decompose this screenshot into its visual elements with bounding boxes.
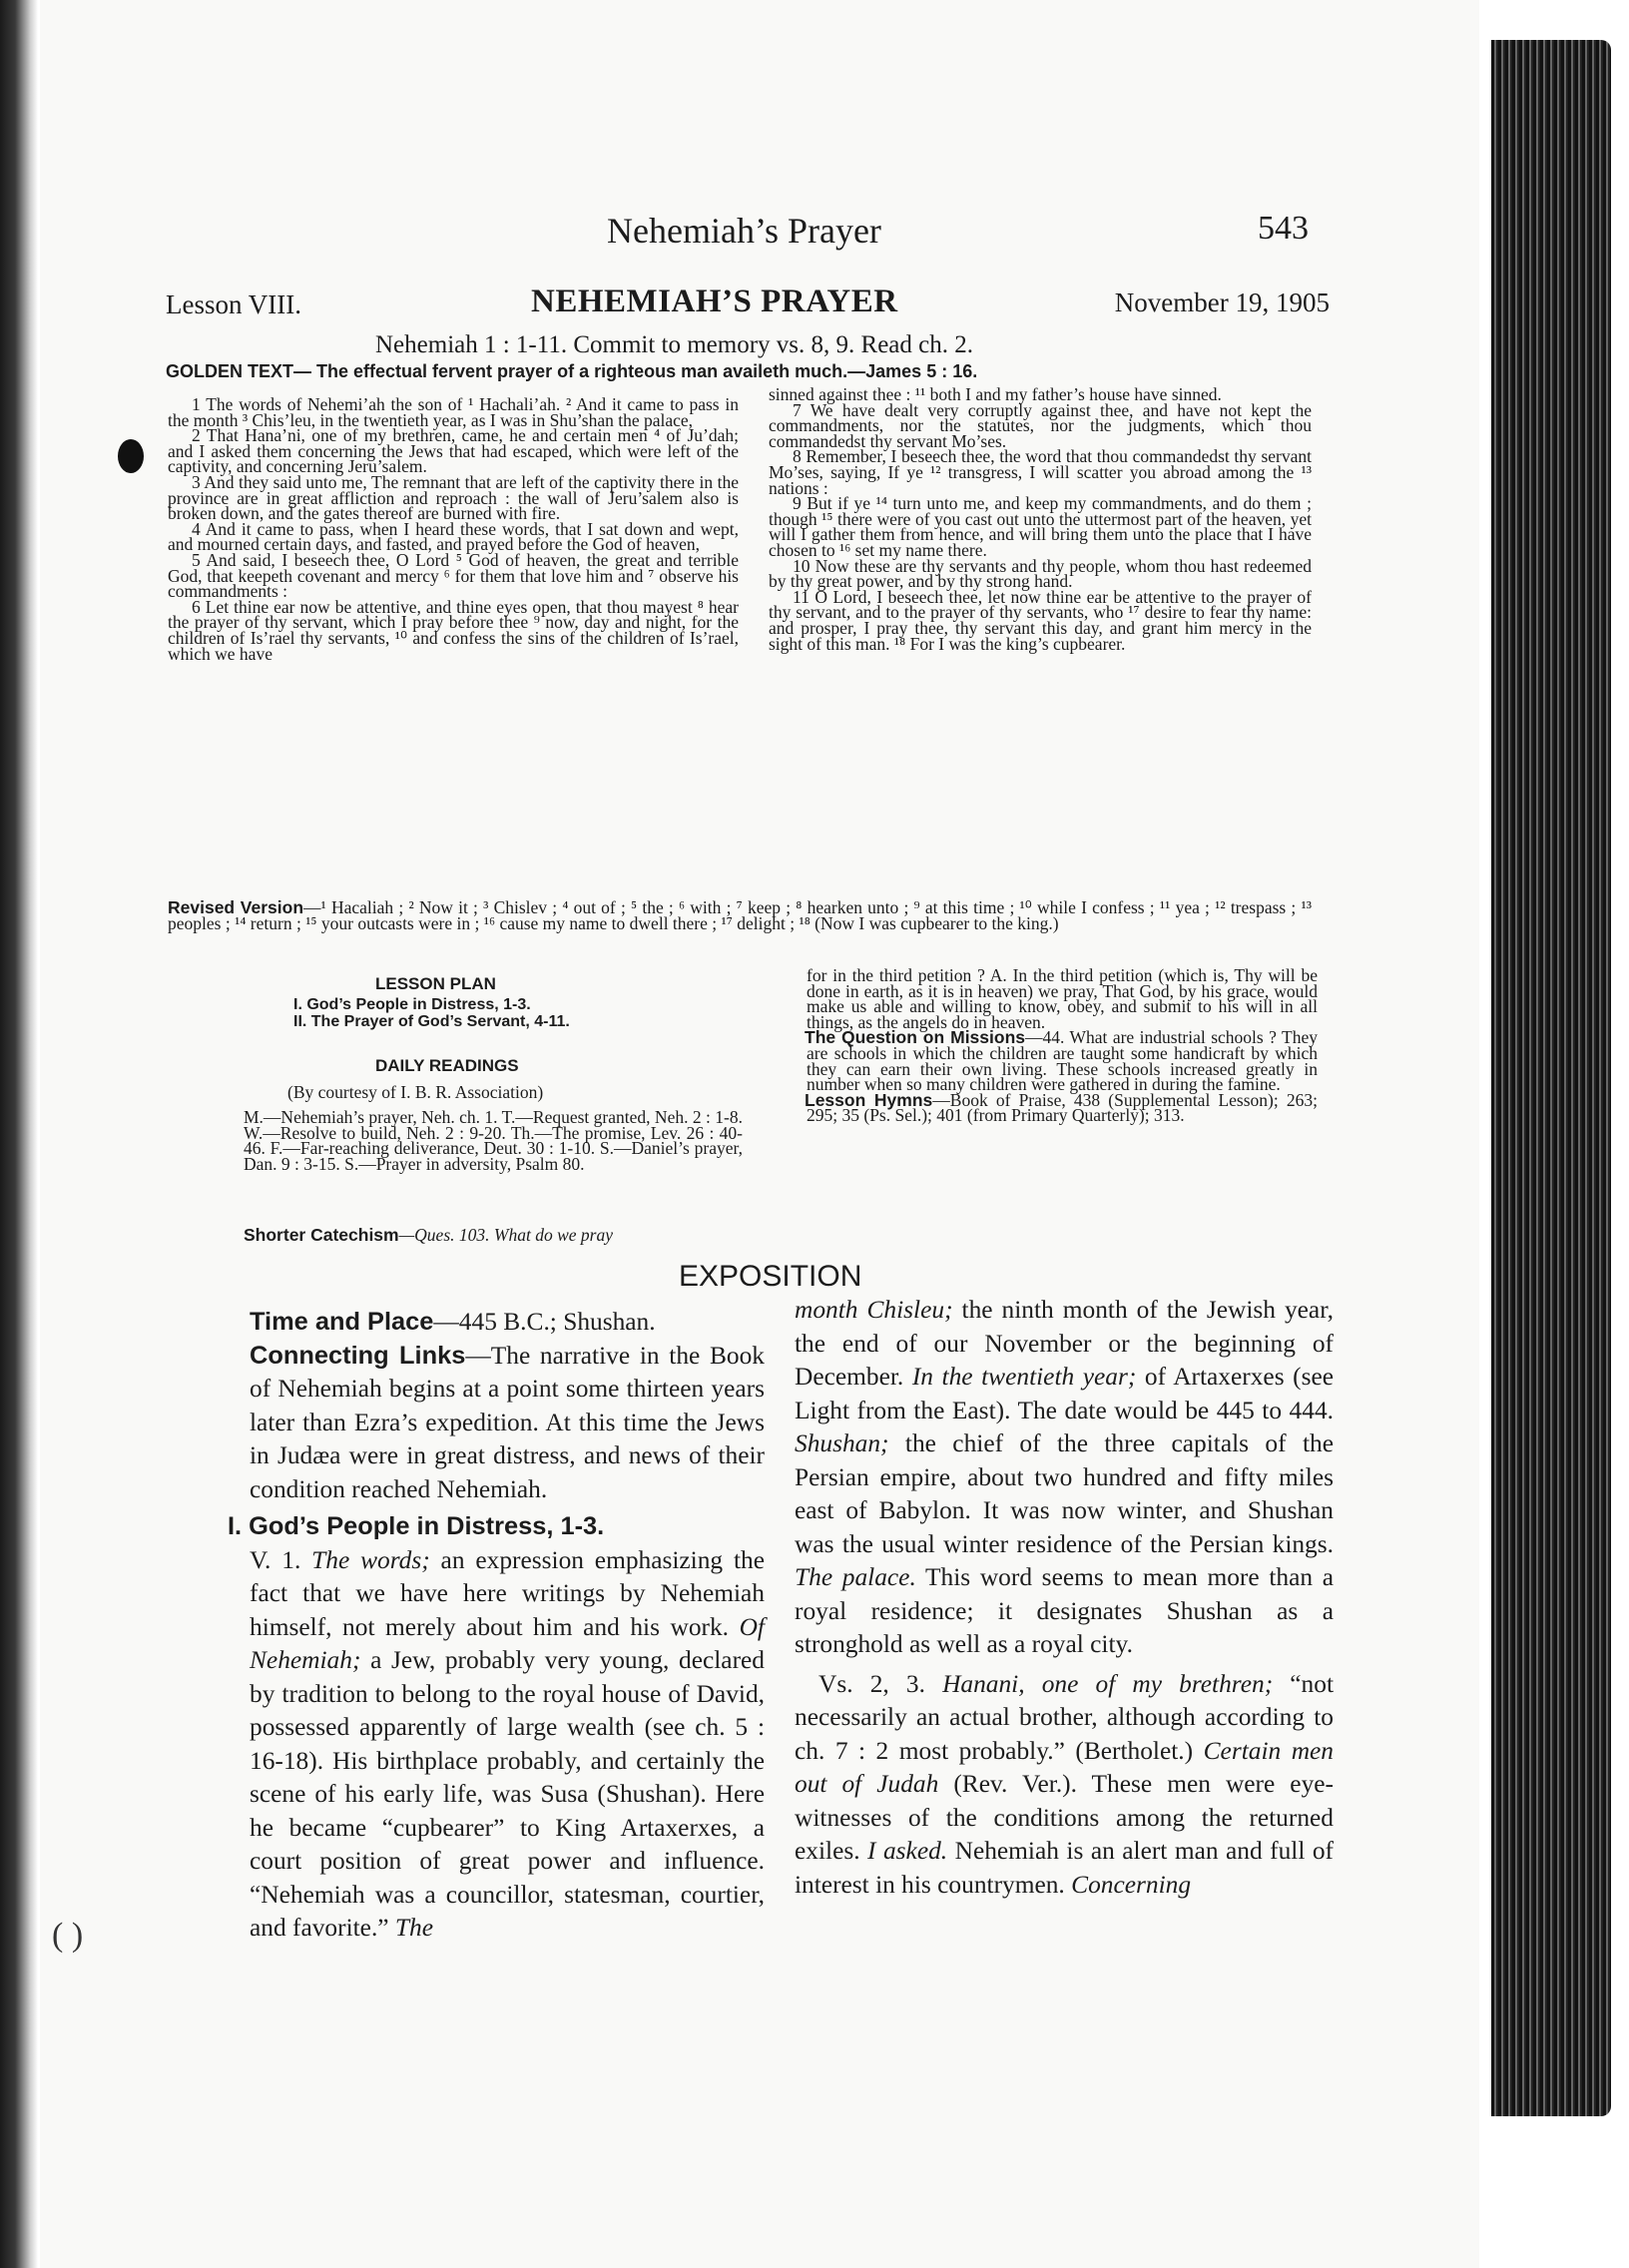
revised-version: [168, 897, 1312, 933]
shorter-catechism-text: —Ques. 103. What do we pray: [398, 1225, 613, 1245]
verse-paragraph: 4 And it came to pass, when I heard these words, that I sat down and wept, and mourned certain days, and fasted, and prayed before the God of heaven,: [168, 518, 739, 555]
verse-paragraph: 5 And said, I beseech thee, O Lord ⁵ God of heaven, the great and terrible God, that keepeth covenant and mercy ⁶ for them that love him and ⁷ observe his commandments :: [168, 549, 739, 602]
exp-text: Nehemiah is an alert man and full of interest in his countrymen.: [795, 1837, 1334, 1899]
exp-text: of Artaxerxes (see Light from the East). The date would be 445 to 444.: [795, 1363, 1335, 1424]
time-place-label: Time and Place: [250, 1308, 434, 1336]
verse-paragraph: 11 O Lord, I beseech thee, let now thine ear be attentive to the prayer of thy servant, and to the prayer of thy servants, who ¹⁷ desire to fear thy name: and prosper, I pray thee, thy servant this day, and grant him mercy in the sight of this man. ¹⁸ For I was the king’s cupbearer.: [769, 586, 1312, 654]
hymns-text: —Book of Praise, 438 (Supplemental Lesson); 263; 295; 35 (Ps. Sel.); 401 (from Primary Quarterly); 313.: [807, 1089, 1318, 1126]
lesson-date: November 19, 1905: [1114, 287, 1330, 317]
v1-text: a Jew, probably very young, declared by tradition to belong to the royal house of David, possessed apparently of large wealth (see ch. 5 : 16-18). His birthplace probably, and certainly the scene of his early life, was Susa (Shushan). Here he became “cupbearer” to King Artaxerxes, a court position of great power and influence. “Nehemiah was a councillor, statesman, courtier, and favorite.”: [250, 1646, 765, 1942]
section-heading: I. God’s People in Distress, 1-3.: [228, 1512, 605, 1540]
verse-paragraph: 1 The words of Nehemi’ah the son of ¹ Hachali’ah. ² And it came to pass in the month ³ Chis’leu, in the twentieth year, as I was in Shu’shan the palace,: [168, 394, 739, 430]
exposition-heading: EXPOSITION: [679, 1260, 862, 1293]
lesson-plan-list: [293, 996, 570, 1030]
v1-italic: Of Nehemiah;: [250, 1612, 765, 1674]
scripture-right-column: [769, 384, 1312, 654]
page-edges: [1479, 0, 1629, 2268]
punch-hole-mark: ( ): [52, 1917, 84, 1954]
verse-paragraph: 2 That Hana’ni, one of my brethren, came, he and certain men ⁴ of Ju’dah; and I asked them concerning the Jews that had escaped, which were left of the captivity, and concerning Jeru’salem.: [168, 425, 739, 477]
v1-italic: The: [394, 1914, 434, 1942]
daily-readings-text: M.—Nehemiah’s prayer, Neh. ch. 1. T.—Request granted, Neh. 2 : 1-8. W.—Resolve to build, Neh. 2 : 9-20. Th.—The promise, Lev. 26 : 40-46. F.—Far-reaching deliverance, Deut. 30 : 1-10. S.—Daniel’s prayer, Dan. 9 : 3-15. S.—Prayer in adversity, Psalm 80.: [244, 1107, 743, 1174]
exp-italic: Certain men out of Judah: [795, 1736, 1334, 1798]
v1-lead: V. 1.: [250, 1545, 312, 1574]
shorter-catechism-label: Shorter Catechism: [244, 1225, 399, 1245]
lesson-header: [166, 284, 1330, 331]
verses-2-3-commentary: [795, 1668, 1334, 1903]
connecting-links-label: Connecting Links: [250, 1341, 466, 1370]
punch-hole: [118, 439, 144, 473]
exp-italic: I asked.: [867, 1837, 948, 1865]
scripture-reference: Nehemiah 1 : 1-11. Commit to memory vs. 8, 9. Read ch. 2.: [375, 331, 973, 358]
running-head: [40, 210, 1479, 270]
page-number: 543: [1258, 210, 1309, 247]
exp-italic: Concerning: [1071, 1870, 1192, 1899]
exp-italic: Shushan;: [795, 1429, 889, 1457]
missions-question: [805, 1027, 1318, 1095]
hymns-label: Lesson Hymns: [805, 1089, 933, 1110]
daily-readings-subheading: (By courtesy of I. B. R. Association): [287, 1082, 544, 1102]
daily-readings-heading: DAILY READINGS: [375, 1056, 519, 1075]
verse-1-commentary: [250, 1544, 765, 1946]
exp-text: the ninth month of the Jewish year, the end of our November or the beginning of December.: [795, 1296, 1334, 1391]
lesson-plan-item: I. God’s People in Distress, 1-3.: [293, 996, 531, 1013]
exp-text: the chief of the three capitals of the Persian empire, about two hundred and fifty miles east of Babylon. It was now winter, and Shushan was the usual winter residence of the Persian kings.: [795, 1429, 1334, 1558]
lesson-hymns: [805, 1089, 1318, 1126]
exp-italic: month Chisleu;: [795, 1296, 953, 1324]
exp-text: (Rev. Ver.). These men were eye-witnesses of the conditions among the returned exiles.: [795, 1770, 1334, 1865]
book-binding: [0, 0, 38, 2268]
verse-paragraph: 8 Remember, I beseech thee, the word that thou commandedst thy servant Mo’ses, saying, If ye ¹² transgress, I will scatter you abroad among the ¹³ nations :: [769, 446, 1312, 498]
right-notes-column: [805, 965, 1318, 1126]
verse-paragraph: 3 And they said unto me, The remnant that are left of the captivity there in the province are in great affliction and reproach : the wall of Jeru’salem also is broken down, and the gates thereof are burned with fire.: [168, 471, 739, 524]
catechism-continuation: for in the third petition ? A. In the third petition (which is, Thy will be done in earth, as it is in heaven) we pray, That God, by his grace, would make us able and willing to know, obey, and submit to his will in all things, as the angels do in heaven.: [807, 965, 1318, 1032]
verse-paragraph: sinned against thee : ¹¹ both I and my father’s house have sinned.: [769, 384, 1222, 404]
connecting-links-text: —The narrative in the Book of Nehemiah begins at a point some thirteen years later than Ezra’s expedition. At this time the Jews in Judæa were in great distress, and news of their condition reached Nehemiah.: [250, 1341, 765, 1503]
connecting-links: [250, 1340, 765, 1507]
lesson-number: Lesson VIII.: [166, 289, 301, 319]
shorter-catechism: [244, 1225, 763, 1246]
verse-paragraph: 6 Let thine ear now be attentive, and thine eyes open, that thou mayest ⁸ hear the prayer of thy servant, which I pray before thee ⁹ now, day and night, for the children of Is’rael thy servants, ¹⁰ and confess the sins of the children of Is’rael, which we have: [168, 596, 739, 664]
missions-text: —44. What are industrial schools ? They are schools in which the children are taught some handicraft by which they can earn their own living. These schools increased greatly in number when so many children were gathered in during the famine.: [807, 1027, 1318, 1095]
golden-text: GOLDEN TEXT— The effectual fervent prayer of a righteous man availeth much.—James 5 : 16.: [166, 361, 978, 381]
verse-paragraph: 9 But if ye ¹⁴ turn unto me, and keep my commandments, and do them ; though ¹⁵ there were of you cast out unto the uttermost part of the heaven, yet will I gather them from hence, and will bring them unto the place that I have chosen to ¹⁶ set my name there.: [769, 493, 1312, 560]
revised-version-label: Revised Version: [168, 897, 304, 917]
exp-italic: In the twentieth year;: [911, 1363, 1137, 1391]
v1-italic: The words;: [311, 1545, 430, 1574]
lesson-title: NEHEMIAH’S PRAYER: [531, 284, 898, 319]
time-place-text: —445 B.C.; Shushan.: [433, 1308, 656, 1336]
exposition-right-column: [795, 1294, 1334, 1902]
verse-1-continued: [795, 1294, 1334, 1662]
exp-italic: The palace.: [795, 1563, 916, 1591]
exp-italic: Hanani, one of my brethren;: [942, 1669, 1274, 1698]
time-and-place: [250, 1306, 765, 1340]
v1-text: an expression emphasizing the fact that we have here writings by Nehemiah himself, not merely about him and his work.: [250, 1545, 765, 1641]
page-edges-stack: [1491, 40, 1611, 2116]
exp-text: This word seems to mean more than a royal residence; it designates Shushan as a stronghold as well as a royal city.: [795, 1563, 1334, 1658]
exposition-left-column: [228, 1306, 765, 1946]
verse-paragraph: 7 We have dealt very corruptly against thee, and have not kept the commandments, nor the statutes, nor the judgments, which thou commandedst thy servant Mo’ses.: [769, 399, 1312, 451]
lesson-plan-item: II. The Prayer of God’s Servant, 4-11.: [293, 1013, 570, 1030]
running-title: Nehemiah’s Prayer: [607, 211, 881, 251]
vs23-lead: Vs. 2, 3.: [818, 1669, 943, 1698]
revised-version-text: —¹ Hacaliah ; ² Now it ; ³ Chislev ; ⁴ out of ; ⁵ the ; ⁶ with ; ⁷ keep ; ⁸ hearken unto ; ⁹ at this time ; ¹⁰ while I confess ; ¹¹ yea ; ¹² trespass ; ¹³ peoples ; ¹⁴ return ; ¹⁵ your outcasts were in ; ¹⁶ cause my name to dwell there ; ¹⁷ delight ; ¹⁸ (Now I was cupbearer to the king.): [168, 897, 1312, 933]
scripture-left-column: [168, 394, 739, 664]
lesson-plan-heading: LESSON PLAN: [375, 974, 496, 993]
missions-label: The Question on Missions: [805, 1027, 1025, 1048]
exp-text: “not necessarily an actual brother, although according to ch. 7 : 2 most probably.” (Bertholet.): [795, 1669, 1335, 1765]
verse-paragraph: 10 Now these are thy servants and thy people, whom thou hast redeemed by thy great power, and by thy strong hand.: [769, 555, 1312, 592]
